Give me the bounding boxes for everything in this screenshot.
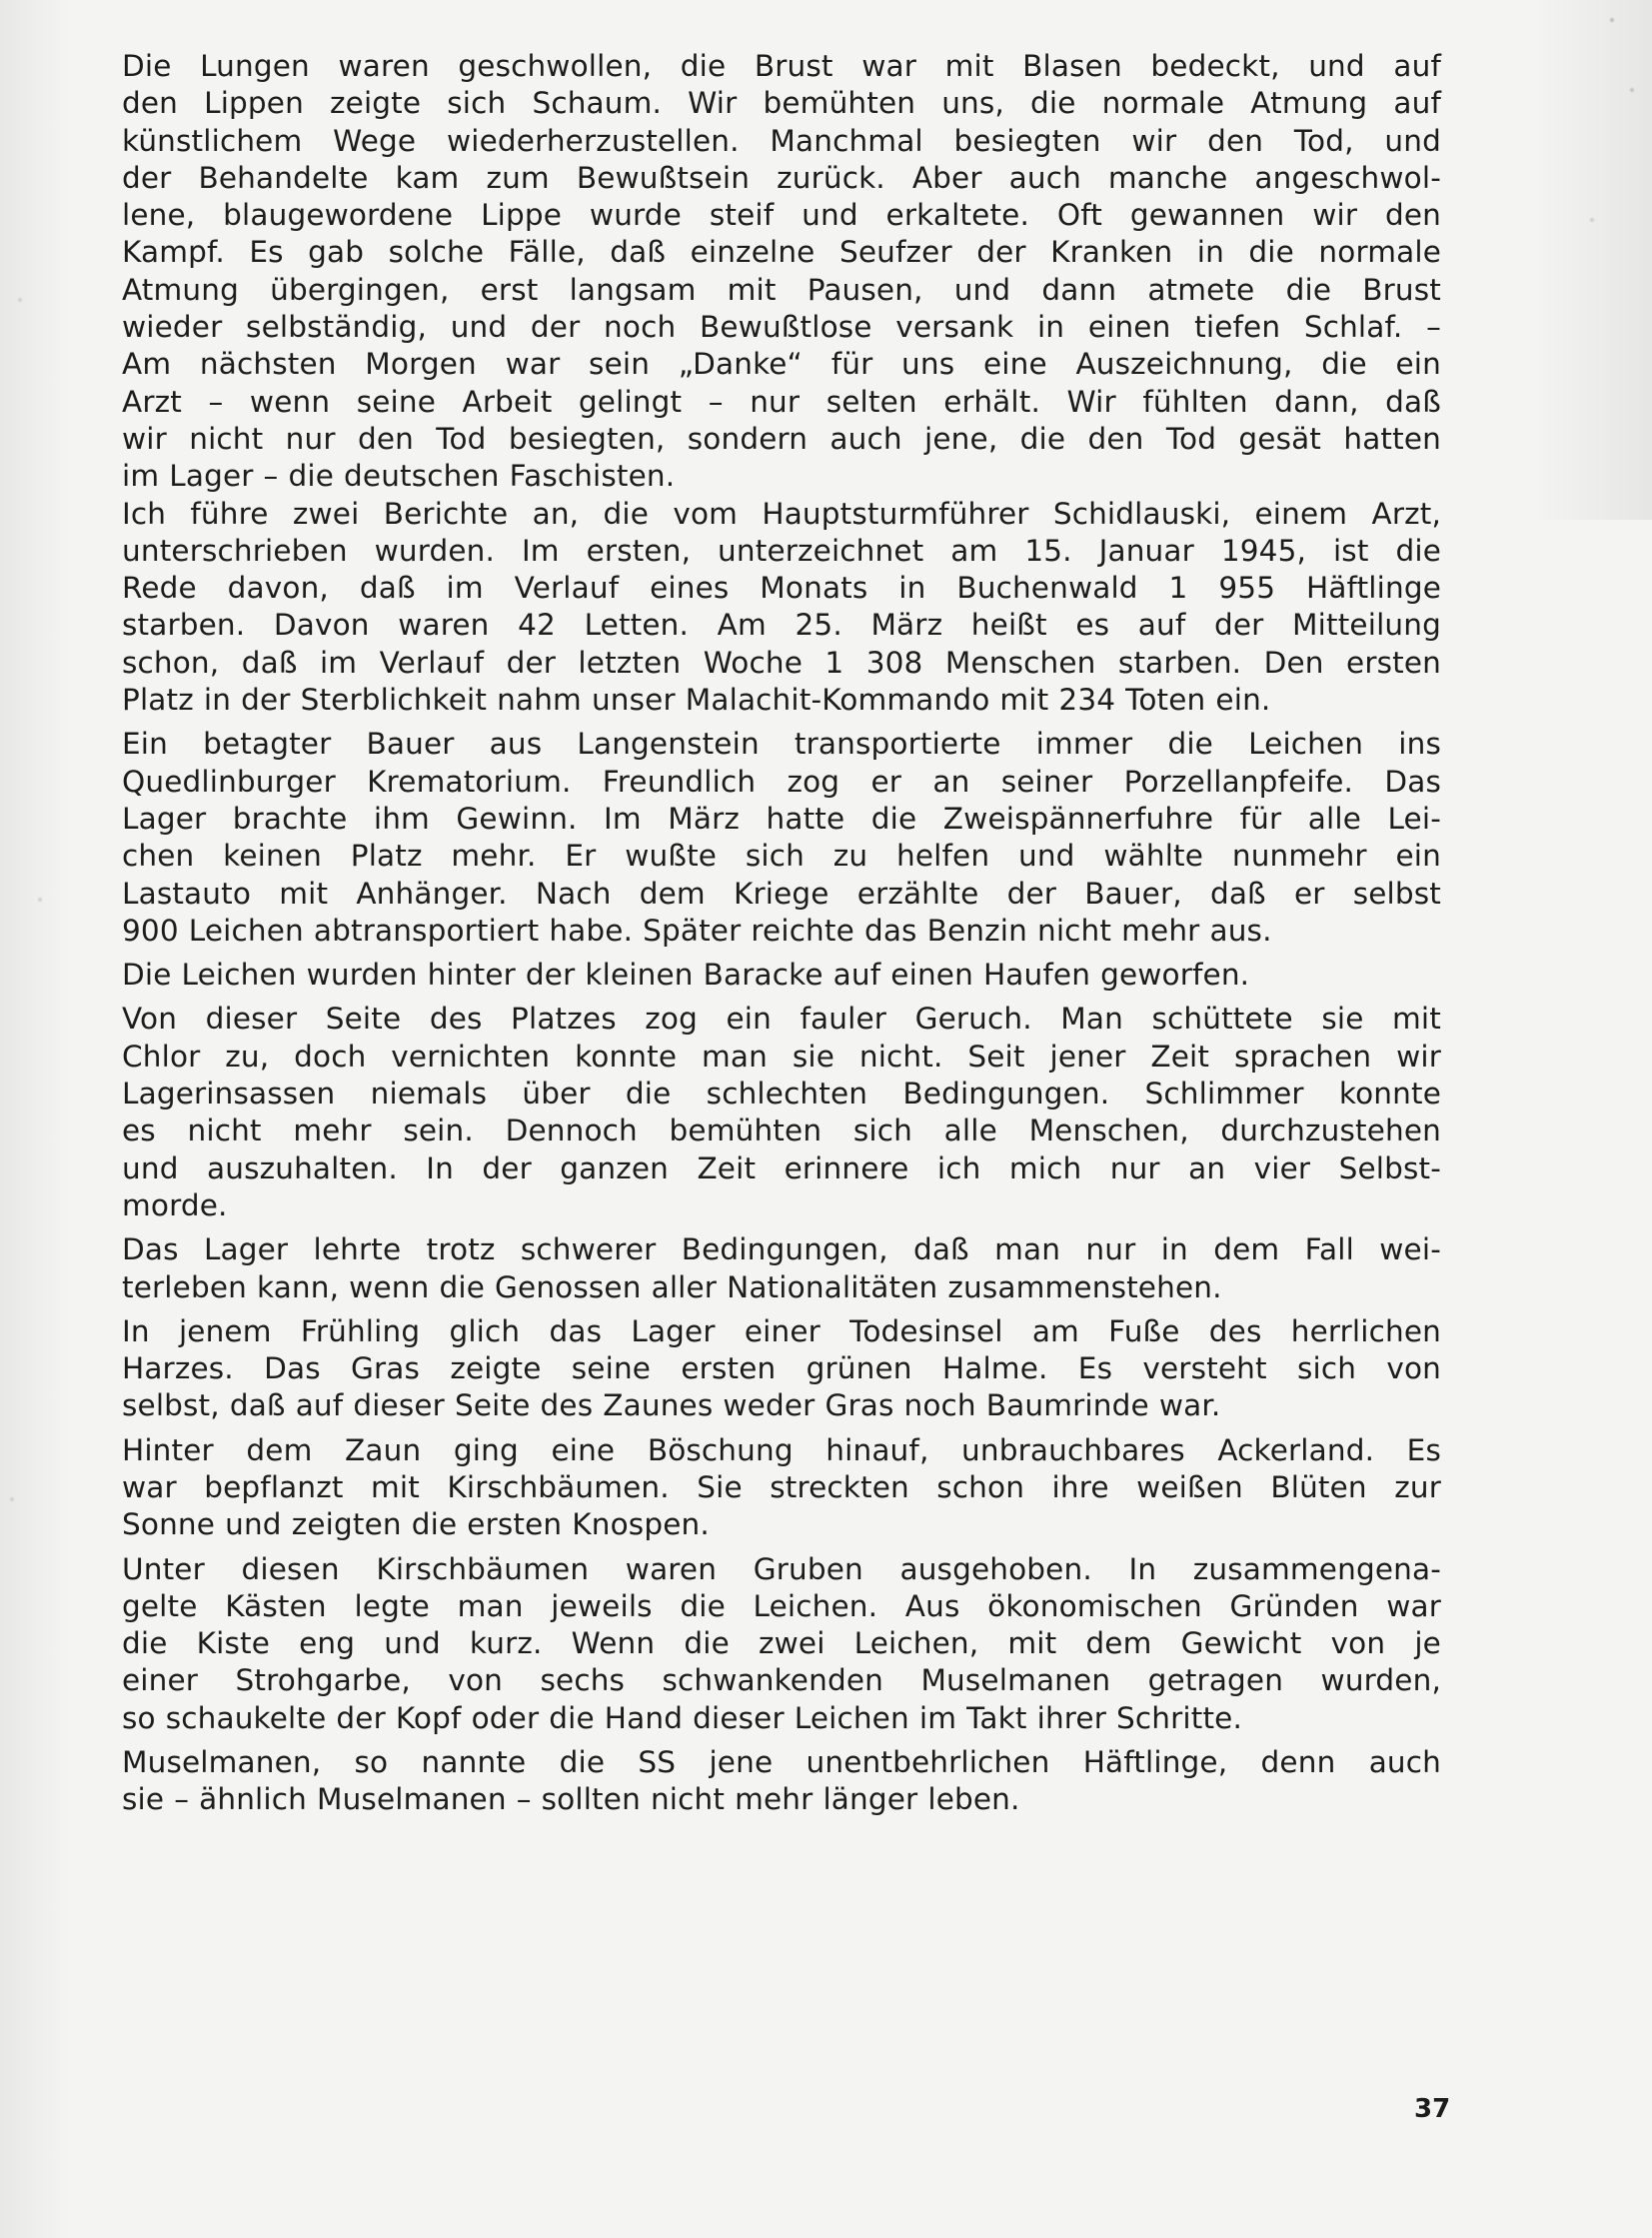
text-line: selbst, daß auf dieser Seite des Zaunes weder Gras noch Baumrinde war. [122, 1388, 1221, 1423]
text-line: wieder selbständig, und der noch Bewußtlose versank in einen tiefen Schlaf. – [122, 310, 1441, 345]
paragraph-gap [122, 1544, 1441, 1551]
text-line: so schaukelte der Kopf oder die Hand dieser Leichen im Takt ihrer Schritte. [122, 1700, 1243, 1735]
text-line: Unter diesen Kirschbäumen waren Gruben ausgehoben. In zusammengena- [122, 1551, 1441, 1586]
text-line: Harzes. Das Gras zeigte seine ersten grünen Halme. Es versteht sich von [122, 1351, 1441, 1386]
paragraph [122, 1001, 1441, 1224]
paragraph [122, 1432, 1441, 1544]
text-line: Kampf. Es gab solche Fälle, daß einzelne Seufzer der Kranken in die normale [122, 235, 1441, 270]
text-line: Muselmanen, so nannte die SS jene unentbehrlichen Häftlinge, denn auch [122, 1745, 1441, 1780]
text-line: gelte Kästen legte man jeweils die Leichen. Aus ökonomischen Gründen war [122, 1588, 1441, 1623]
text-line: In jenem Frühling glich das Lager einer Todesinsel am Fuße des herrlichen [122, 1313, 1441, 1348]
text-line: Hinter dem Zaun ging eine Böschung hinauf, unbrauchbares Ackerland. Es [122, 1432, 1441, 1467]
text-line: Am nächsten Morgen war sein „Danke“ für uns eine Auszeichnung, die ein [122, 347, 1441, 382]
paragraph [122, 1313, 1441, 1425]
paragraph [122, 957, 1441, 994]
text-line: terleben kann, wenn die Genossen aller Nationalitäten zusammenstehen. [122, 1269, 1222, 1304]
text-line: schon, daß im Verlauf der letzten Woche 1 308 Menschen starben. Den ersten [122, 645, 1441, 680]
text-line: Ein betagter Bauer aus Langenstein transportierte immer die Leichen ins [122, 727, 1441, 762]
paragraph-gap [122, 1737, 1441, 1744]
scan-edge-left [0, 0, 70, 2238]
text-line: der Behandelte kam zum Bewußtsein zurück. Aber auch manche angeschwol- [122, 160, 1441, 195]
paragraph [122, 1231, 1441, 1306]
text-line: und auszuhalten. In der ganzen Zeit erinnere ich mich nur an vier Selbst- [122, 1150, 1441, 1185]
text-line: chen keinen Platz mehr. Er wußte sich zu helfen und wählte nunmehr ein [122, 839, 1441, 874]
paragraph-gap [122, 1425, 1441, 1432]
page-number: 37 [1414, 2094, 1451, 2124]
text-line: es nicht mehr sein. Dennoch bemühten sich alle Menschen, durchzustehen [122, 1114, 1441, 1148]
paragraph [122, 1551, 1441, 1737]
text-line: Chlor zu, doch vernichten konnte man sie nicht. Seit jener Zeit sprachen wir [122, 1039, 1441, 1074]
text-line: unterschrieben wurden. Im ersten, unterzeichnet am 15. Januar 1945, ist die [122, 533, 1441, 568]
text-line: Arzt – wenn seine Arbeit gelingt – nur selten erhält. Wir fühlten dann, daß [122, 384, 1441, 419]
paragraph-gap [122, 1306, 1441, 1313]
text-line: Von dieser Seite des Platzes zog ein fauler Geruch. Man schüttete sie mit [122, 1002, 1441, 1037]
paragraph-gap [122, 1224, 1441, 1231]
text-line: künstlichem Wege wiederherzustellen. Manchmal besiegten wir den Tod, und [122, 123, 1441, 158]
paragraph [122, 48, 1441, 496]
text-line: 900 Leichen abtransportiert habe. Später reichte das Benzin nicht mehr aus. [122, 913, 1272, 948]
paragraph-gap [122, 719, 1441, 726]
paragraph [122, 1744, 1441, 1819]
paragraph-gap [122, 994, 1441, 1001]
paragraph-gap [122, 950, 1441, 957]
text-line: Platz in der Sterblichkeit nahm unser Malachit-Kommando mit 234 Toten ein. [122, 683, 1271, 718]
paragraph [122, 726, 1441, 950]
text-line: starben. Davon waren 42 Letten. Am 25. März heißt es auf der Mitteilung [122, 608, 1441, 643]
text-line: Lastauto mit Anhänger. Nach dem Kriege erzählte der Bauer, daß er selbst [122, 876, 1441, 911]
text-line: Lagerinsassen niemals über die schlechten Bedingungen. Schlimmer konnte [122, 1077, 1441, 1112]
text-line: Lager brachte ihm Gewinn. Im März hatte die Zweispännerfuhre für alle Lei- [122, 801, 1441, 836]
text-line: Sonne und zeigten die ersten Knospen. [122, 1507, 710, 1542]
text-line: Atmung übergingen, erst langsam mit Pausen, und dann atmete die Brust [122, 272, 1441, 307]
text-line: sie – ähnlich Muselmanen – sollten nicht mehr länger leben. [122, 1782, 1020, 1817]
text-line: lene, blaugewordene Lippe wurde steif und erkaltete. Oft gewannen wir den [122, 198, 1441, 233]
page-body-text [122, 48, 1441, 1819]
text-line: Die Leichen wurden hinter der kleinen Baracke auf einen Haufen geworfen. [122, 958, 1250, 993]
text-line: war bepflanzt mit Kirschbäumen. Sie streckten schon ihre weißen Blüten zur [122, 1469, 1441, 1504]
text-line: Ich führe zwei Berichte an, die vom Hauptsturmführer Schidlauski, einem Arzt, [122, 496, 1441, 531]
text-line: Rede davon, daß im Verlauf eines Monats in Buchenwald 1 955 Häftlinge [122, 571, 1441, 606]
text-line: Die Lungen waren geschwollen, die Brust war mit Blasen bedeckt, und auf [122, 49, 1441, 83]
text-line: einer Strohgarbe, von sechs schwankenden Muselmanen getragen wurden, [122, 1663, 1441, 1698]
scan-edge-right [1532, 0, 1652, 520]
text-line: Quedlinburger Krematorium. Freundlich zog er an seiner Porzellanpfeife. Das [122, 764, 1441, 799]
paragraph [122, 496, 1441, 720]
text-line: den Lippen zeigte sich Schaum. Wir bemühten uns, die normale Atmung auf [122, 86, 1441, 121]
text-line: die Kiste eng und kurz. Wenn die zwei Leichen, mit dem Gewicht von je [122, 1626, 1441, 1661]
text-line: morde. [122, 1187, 228, 1222]
text-line: Das Lager lehrte trotz schwerer Bedingungen, daß man nur in dem Fall wei- [122, 1232, 1441, 1267]
text-line: im Lager – die deutschen Faschisten. [122, 459, 676, 494]
text-line: wir nicht nur den Tod besiegten, sondern auch jene, die den Tod gesät hatten [122, 421, 1441, 456]
